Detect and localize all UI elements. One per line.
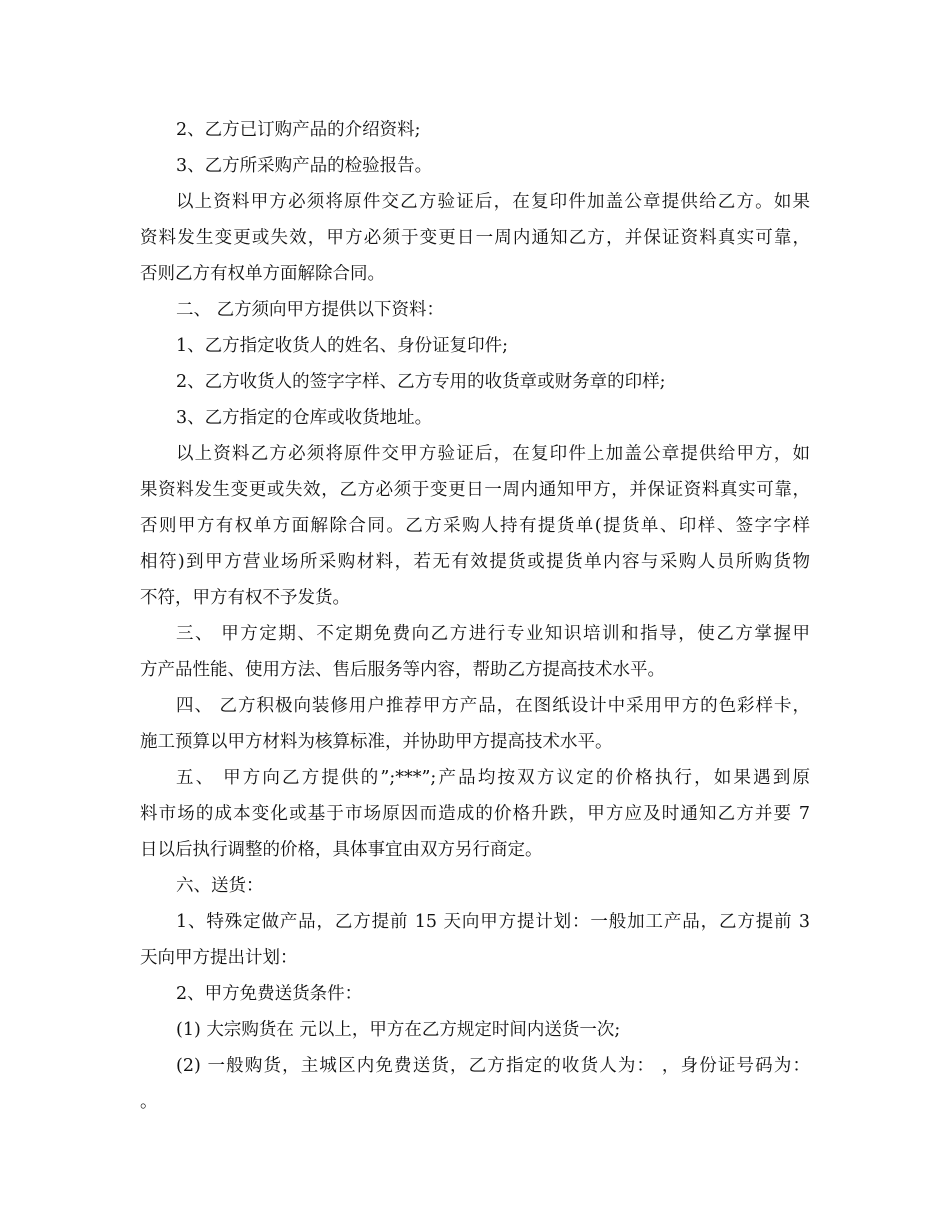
paragraph-line: 料市场的成本变化或基于市场原因而造成的价格升跌，甲方应及时通知乙方并要 7	[140, 804, 810, 824]
paragraph-line: 以上资料甲方必须将原件交乙方验证后，在复印件加盖公章提供给乙方。如果	[176, 192, 810, 212]
paragraph-line: 资料发生变更或失效，甲方必须于变更日一周内通知乙方，并保证资料真实可靠，	[140, 228, 810, 248]
list-item: 2、甲方免费送货条件：	[176, 984, 363, 1004]
list-item: (1) 大宗购货在 元以上，甲方在乙方规定时间内送货一次;	[176, 1020, 621, 1040]
list-item: 天向甲方提出计划：	[140, 948, 298, 968]
list-item: 2、乙方收货人的签字字样、乙方专用的收货章或财务章的印样;	[176, 372, 666, 392]
paragraph-line: 果资料发生变更或失效，乙方必须于变更日一周内通知甲方，并保证资料真实可靠，	[140, 480, 810, 500]
paragraph-line: 以上资料乙方必须将原件交甲方验证后，在复印件上加盖公章提供给甲方，如	[176, 444, 810, 464]
list-item: 1、特殊定做产品，乙方提前 15 天向甲方提计划：一般加工产品，乙方提前 3	[176, 912, 810, 932]
paragraph-line: 方产品性能、使用方法、售后服务等内容，帮助乙方提高技术水平。	[140, 660, 665, 680]
list-item: 3、乙方所采购产品的检验报告。	[176, 156, 433, 176]
paragraph-line: 否则甲方有权单方面解除合同。乙方采购人持有提货单(提货单、印样、签字字样	[140, 516, 810, 536]
list-item: 1、乙方指定收货人的姓名、身份证复印件;	[176, 336, 509, 356]
paragraph-line: 相符)到甲方营业场所采购材料，若无有效提货或提货单内容与采购人员所购货物	[140, 552, 810, 572]
list-item: 2、乙方已订购产品的介绍资料;	[176, 120, 421, 140]
paragraph-line: 否则乙方有权单方面解除合同。	[140, 264, 385, 284]
section-heading: 二、 乙方须向甲方提供以下资料：	[176, 300, 445, 320]
list-item: 3、乙方指定的仓库或收货地址。	[176, 408, 433, 428]
paragraph-line: 日以后执行调整的价格，具体事宜由双方另行商定。	[140, 840, 543, 860]
section-heading: 六、送货：	[176, 876, 264, 896]
list-item: (2) 一般购货，主城区内免费送货，乙方指定的收货人为： ，身份证号码为：	[176, 1056, 810, 1076]
paragraph-line: 三、 甲方定期、不定期免费向乙方进行专业知识培训和指导，使乙方掌握甲	[176, 624, 810, 644]
paragraph-line: 五、 甲方向乙方提供的”;***”;产品均按双方议定的价格执行，如果遇到原	[176, 768, 810, 788]
paragraph-line: 施工预算以甲方材料为核算标准，并协助甲方提高技术水平。	[140, 732, 613, 752]
paragraph-line: 。	[140, 1092, 158, 1112]
paragraph-line: 四、 乙方积极向装修用户推荐甲方产品，在图纸设计中采用甲方的色彩样卡，	[176, 696, 810, 716]
paragraph-line: 不符，甲方有权不予发货。	[140, 588, 350, 608]
